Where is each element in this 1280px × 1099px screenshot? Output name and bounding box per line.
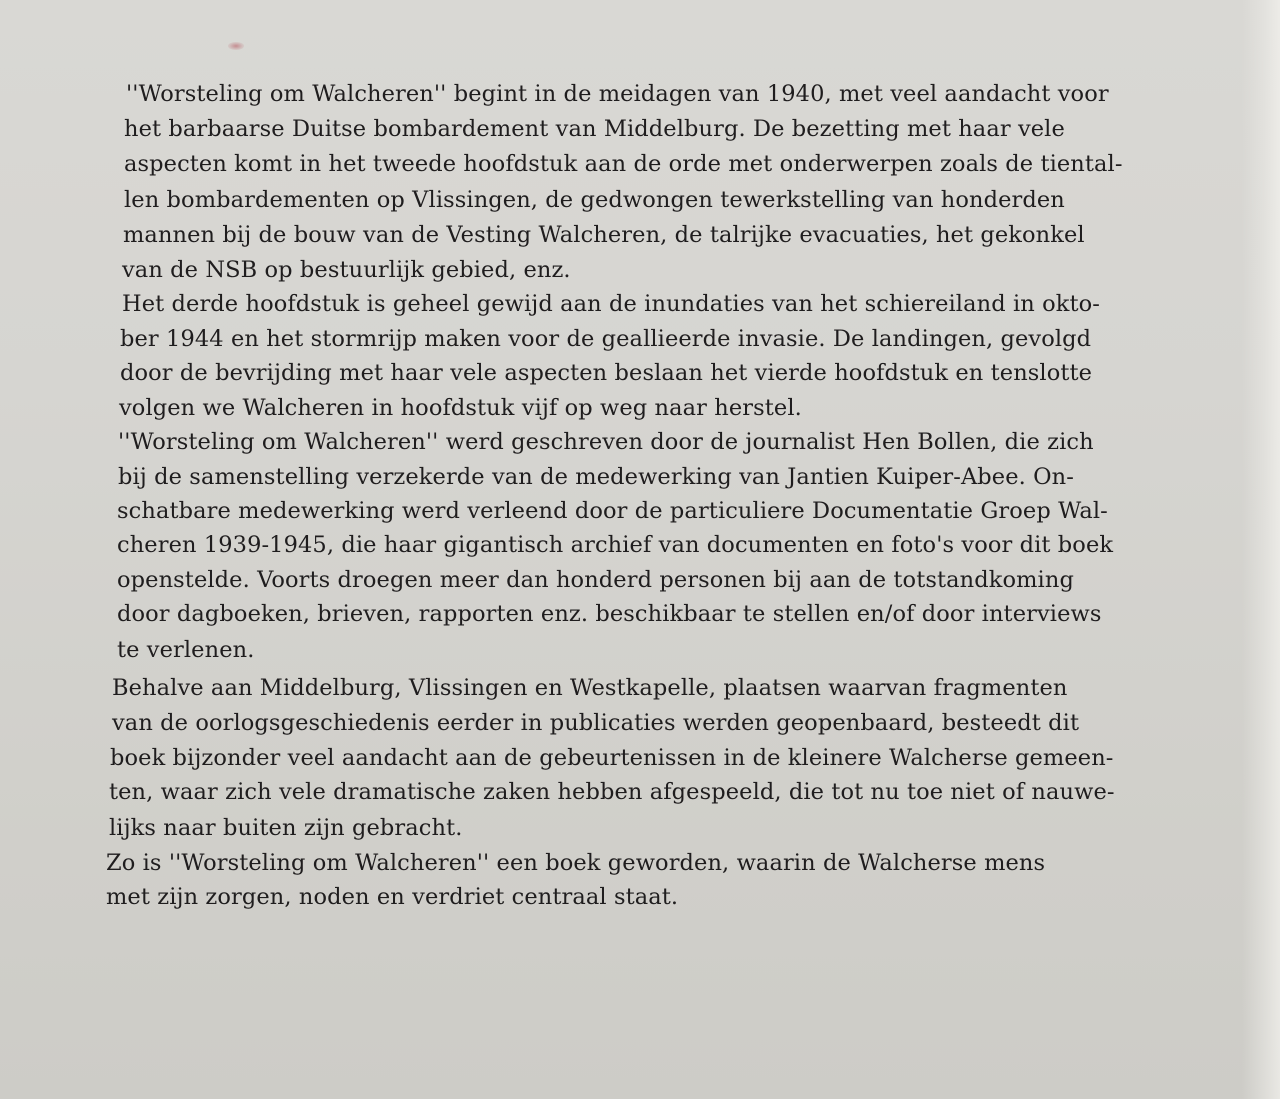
text-line: mannen bij de bouw van de Vesting Walcheren, de talrijke evacuaties, het gekonkel [123,222,1085,248]
text-line: len bombardementen op Vlissingen, de gedwongen tewerkstelling van honderden [124,187,1065,213]
text-line: ber 1944 en het stormrijp maken voor de geallieerde invasie. De landingen, gevolgd [120,326,1092,352]
text-line: boek bijzonder veel aandacht aan de gebeurtenissen in de kleinere Walcherse gemeen- [110,745,1114,771]
text-line: cheren 1939-1945, die haar gigantisch archief van documenten en foto's voor dit boek [117,532,1114,558]
text-line: ten, waar zich vele dramatische zaken hebben afgespeeld, die tot nu toe niet of nauwe- [109,779,1115,805]
ink-speck [228,42,244,50]
text-line: het barbaarse Duitse bombardement van Middelburg. De bezetting met haar vele [124,116,1065,142]
text-line: met zijn zorgen, noden en verdriet centraal staat. [106,884,679,910]
text-line: ''Worsteling om Walcheren'' begint in de meidagen van 1940, met veel aandacht voor [126,81,1109,107]
text-line: ''Worsteling om Walcheren'' werd geschreven door de journalist Hen Bollen, die zich [118,429,1094,455]
text-line: schatbare medewerking werd verleend door de particuliere Documentatie Groep Wal- [117,498,1108,524]
text-line: door de bevrijding met haar vele aspecten beslaan het vierde hoofdstuk en tenslotte [120,360,1093,386]
text-line: volgen we Walcheren in hoofdstuk vijf op weg naar herstel. [119,395,802,421]
page-edge-highlight [1242,0,1280,1099]
text-line: bij de samenstelling verzekerde van de medewerking van Jantien Kuiper-Abee. On- [118,464,1074,490]
text-line: door dagboeken, brieven, rapporten enz. beschikbaar te stellen en/of door interviews [117,601,1102,627]
text-line: te verlenen. [117,637,255,663]
text-line: openstelde. Voorts droegen meer dan honderd personen bij aan de totstandkoming [117,567,1074,593]
text-line: Zo is ''Worsteling om Walcheren'' een boek geworden, waarin de Walcherse mens [106,850,1046,876]
text-line: lijks naar buiten zijn gebracht. [109,815,463,841]
text-line: van de oorlogsgeschiedenis eerder in publicaties werden geopenbaard, besteedt dit [112,710,1080,736]
text-line: aspecten komt in het tweede hoofdstuk aan de orde met onderwerpen zoals de tiental- [124,151,1123,177]
text-line: Het derde hoofdstuk is geheel gewijd aan de inundaties van het schiereiland in okto- [122,291,1100,317]
text-line: van de NSB op bestuurlijk gebied, enz. [122,257,571,283]
text-line: Behalve aan Middelburg, Vlissingen en Westkapelle, plaatsen waarvan fragmenten [112,675,1068,701]
